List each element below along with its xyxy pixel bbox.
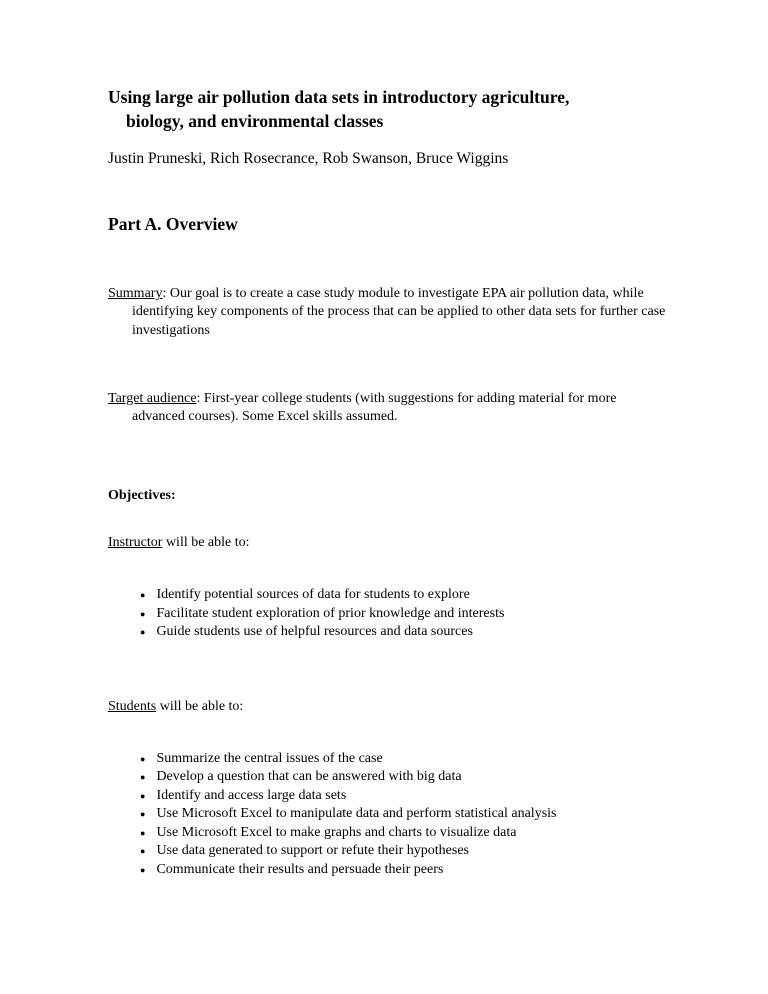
bullet-icon: ● <box>140 590 146 601</box>
bullet-item <box>140 586 668 604</box>
instructor-bullet-list <box>108 586 668 641</box>
bullet-text: Develop a question that can be answered with big data <box>156 769 462 785</box>
bullet-icon: ● <box>140 809 146 820</box>
bullet-icon: ● <box>140 753 146 764</box>
title-line-2: biology, and environmental classes <box>126 110 384 131</box>
bullet-icon: ● <box>140 827 146 838</box>
bullet-text: Use Microsoft Excel to make graphs and charts to visualize data <box>156 824 517 840</box>
instructor-lead-in <box>108 534 668 552</box>
target-audience-label: Target audience <box>108 390 197 406</box>
bullet-text: Use Microsoft Excel to manipulate data and perform statistical analysis <box>156 806 557 822</box>
summary-paragraph <box>108 285 668 340</box>
bullet-item <box>140 623 668 641</box>
students-text: will be able to: <box>156 698 244 714</box>
section-heading-part-a: Part A. Overview <box>108 214 238 235</box>
bullet-item <box>140 605 668 623</box>
bullet-text: Identify and access large data sets <box>156 787 347 803</box>
bullet-icon: ● <box>140 864 146 875</box>
students-bullet-list <box>108 750 668 879</box>
title-line-1: Using large air pollution data sets in introductory agriculture, <box>108 87 570 107</box>
bullet-text: Use data generated to support or refute their hypotheses <box>156 843 469 859</box>
students-lead-in <box>108 698 668 716</box>
bullet-icon: ● <box>140 608 146 619</box>
summary-text: : Our goal is to create a case study module to investigate EPA air pollution data, while identifying key components of the process that can be applied to other data sets for further case investigations <box>132 286 666 338</box>
target-audience-paragraph <box>108 390 668 426</box>
authors-line: Justin Pruneski, Rich Rosecrance, Rob Swanson, Bruce Wiggins <box>108 150 509 168</box>
bullet-item <box>140 861 668 879</box>
target-audience-text: : First-year college students (with suggestions for adding material for more advanced courses). Some Excel skills assumed. <box>132 390 617 424</box>
summary-label: Summary <box>108 286 163 302</box>
bullet-icon: ● <box>140 772 146 783</box>
bullet-item <box>140 824 668 842</box>
bullet-icon: ● <box>140 790 146 801</box>
bullet-item <box>140 842 668 860</box>
bullet-text: Identify potential sources of data for students to explore <box>156 587 470 603</box>
instructor-label: Instructor <box>108 535 163 551</box>
bullet-item <box>140 805 668 823</box>
bullet-icon: ● <box>140 627 146 638</box>
objectives-heading: Objectives: <box>108 488 176 504</box>
bullet-text: Guide students use of helpful resources and data sources <box>156 624 473 640</box>
bullet-item <box>140 750 668 768</box>
bullet-item <box>140 787 668 805</box>
document-title <box>108 86 668 133</box>
bullet-icon: ● <box>140 846 146 857</box>
bullet-item <box>140 768 668 786</box>
bullet-text: Facilitate student exploration of prior knowledge and interests <box>156 605 505 621</box>
students-label: Students <box>108 698 157 714</box>
bullet-text: Summarize the central issues of the case <box>156 750 383 766</box>
bullet-text: Communicate their results and persuade their peers <box>156 861 444 877</box>
instructor-text: will be able to: <box>162 535 250 551</box>
